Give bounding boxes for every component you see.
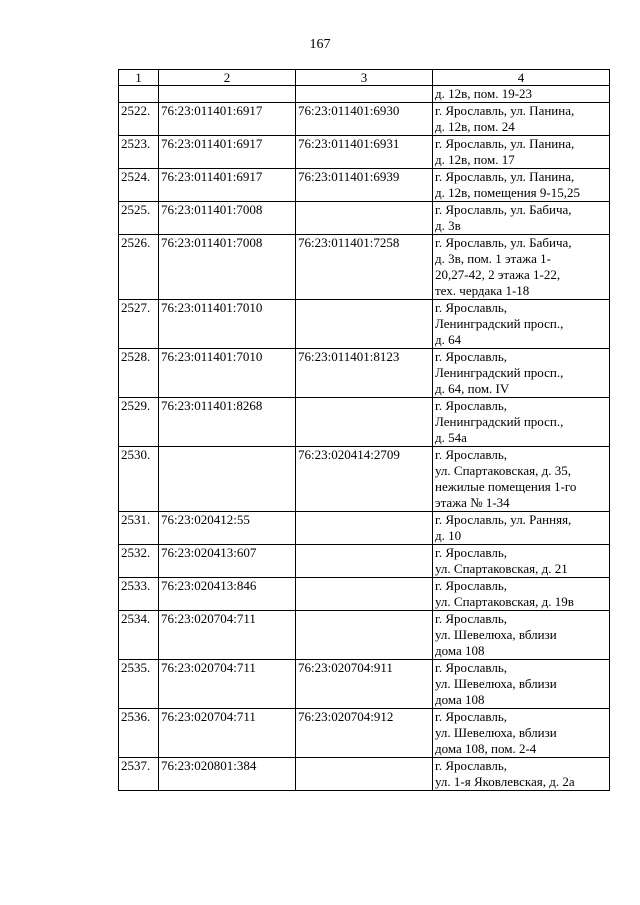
column-header: 3 bbox=[296, 70, 433, 86]
address-cell: г. Ярославль, ул. Шевелюха, вблизи дома 108, пом. 2-4 bbox=[433, 709, 610, 758]
parent-cadastral-number-cell: 76:23:020704:711 bbox=[159, 611, 296, 660]
address-cell: г. Ярославль, ул. Бабича, д. 3в bbox=[433, 202, 610, 235]
row-number-cell: 2524. bbox=[119, 169, 159, 202]
row-number-cell: 2533. bbox=[119, 578, 159, 611]
address-cell: г. Ярославль, Ленинградский просп., д. 64, пом. IV bbox=[433, 349, 610, 398]
parent-cadastral-number-cell: 76:23:020413:846 bbox=[159, 578, 296, 611]
object-cadastral-number-cell bbox=[296, 398, 433, 447]
object-cadastral-number-cell: 76:23:020414:2709 bbox=[296, 447, 433, 512]
parent-cadastral-number-cell: 76:23:011401:8268 bbox=[159, 398, 296, 447]
address-cell: д. 12в, пом. 19-23 bbox=[433, 86, 610, 103]
table-row bbox=[119, 758, 610, 791]
page-number: 167 bbox=[309, 37, 331, 52]
table-row bbox=[119, 103, 610, 136]
registry-table bbox=[118, 69, 610, 791]
table-row bbox=[119, 512, 610, 545]
address-cell: г. Ярославль, Ленинградский просп., д. 64 bbox=[433, 300, 610, 349]
row-number-cell: 2537. bbox=[119, 758, 159, 791]
table-row bbox=[119, 398, 610, 447]
address-cell: г. Ярославль, ул. Ранняя, д. 10 bbox=[433, 512, 610, 545]
object-cadastral-number-cell: 76:23:011401:7258 bbox=[296, 235, 433, 300]
object-cadastral-number-cell bbox=[296, 86, 433, 103]
row-number-cell: 2526. bbox=[119, 235, 159, 300]
object-cadastral-number-cell bbox=[296, 611, 433, 660]
parent-cadastral-number-cell bbox=[159, 447, 296, 512]
table-row bbox=[119, 709, 610, 758]
row-number-cell: 2531. bbox=[119, 512, 159, 545]
address-cell: г. Ярославль, Ленинградский просп., д. 54а bbox=[433, 398, 610, 447]
column-header: 1 bbox=[119, 70, 159, 86]
table-row bbox=[119, 169, 610, 202]
row-number-cell: 2527. bbox=[119, 300, 159, 349]
address-cell: г. Ярославль, ул. Спартаковская, д. 21 bbox=[433, 545, 610, 578]
address-cell: г. Ярославль, ул. Панина, д. 12в, помещения 9-15,25 bbox=[433, 169, 610, 202]
address-cell: г. Ярославль, ул. Шевелюха, вблизи дома 108 bbox=[433, 611, 610, 660]
table-row bbox=[119, 660, 610, 709]
parent-cadastral-number-cell: 76:23:011401:6917 bbox=[159, 169, 296, 202]
column-header: 4 bbox=[433, 70, 610, 86]
row-number-cell: 2536. bbox=[119, 709, 159, 758]
parent-cadastral-number-cell: 76:23:020801:384 bbox=[159, 758, 296, 791]
address-cell: г. Ярославль, ул. Панина, д. 12в, пом. 24 bbox=[433, 103, 610, 136]
parent-cadastral-number-cell: 76:23:020412:55 bbox=[159, 512, 296, 545]
parent-cadastral-number-cell: 76:23:020704:711 bbox=[159, 660, 296, 709]
object-cadastral-number-cell bbox=[296, 202, 433, 235]
parent-cadastral-number-cell: 76:23:020413:607 bbox=[159, 545, 296, 578]
parent-cadastral-number-cell: 76:23:011401:7010 bbox=[159, 349, 296, 398]
row-number-cell: 2530. bbox=[119, 447, 159, 512]
object-cadastral-number-cell: 76:23:011401:8123 bbox=[296, 349, 433, 398]
table-row bbox=[119, 86, 610, 103]
row-number-cell: 2523. bbox=[119, 136, 159, 169]
parent-cadastral-number-cell: 76:23:011401:6917 bbox=[159, 136, 296, 169]
parent-cadastral-number-cell: 76:23:011401:7008 bbox=[159, 202, 296, 235]
table-row bbox=[119, 447, 610, 512]
parent-cadastral-number-cell: 76:23:011401:7008 bbox=[159, 235, 296, 300]
object-cadastral-number-cell bbox=[296, 512, 433, 545]
parent-cadastral-number-cell: 76:23:011401:7010 bbox=[159, 300, 296, 349]
object-cadastral-number-cell bbox=[296, 300, 433, 349]
parent-cadastral-number-cell: 76:23:020704:711 bbox=[159, 709, 296, 758]
row-number-cell: 2525. bbox=[119, 202, 159, 235]
row-number-cell bbox=[119, 86, 159, 103]
table-row bbox=[119, 136, 610, 169]
row-number-cell: 2535. bbox=[119, 660, 159, 709]
row-number-cell: 2529. bbox=[119, 398, 159, 447]
object-cadastral-number-cell: 76:23:011401:6930 bbox=[296, 103, 433, 136]
address-cell: г. Ярославль, ул. Шевелюха, вблизи дома 108 bbox=[433, 660, 610, 709]
address-cell: г. Ярославль, ул. Спартаковская, д. 19в bbox=[433, 578, 610, 611]
object-cadastral-number-cell: 76:23:011401:6931 bbox=[296, 136, 433, 169]
address-cell: г. Ярославль, ул. Панина, д. 12в, пом. 17 bbox=[433, 136, 610, 169]
address-cell: г. Ярославль, ул. 1-я Яковлевская, д. 2а bbox=[433, 758, 610, 791]
parent-cadastral-number-cell: 76:23:011401:6917 bbox=[159, 103, 296, 136]
row-number-cell: 2532. bbox=[119, 545, 159, 578]
object-cadastral-number-cell bbox=[296, 578, 433, 611]
table-header-row bbox=[119, 70, 610, 86]
table-row bbox=[119, 349, 610, 398]
table-row bbox=[119, 235, 610, 300]
row-number-cell: 2534. bbox=[119, 611, 159, 660]
table-row bbox=[119, 202, 610, 235]
object-cadastral-number-cell: 76:23:011401:6939 bbox=[296, 169, 433, 202]
table-row bbox=[119, 300, 610, 349]
table-row bbox=[119, 611, 610, 660]
parent-cadastral-number-cell bbox=[159, 86, 296, 103]
table-row bbox=[119, 545, 610, 578]
address-cell: г. Ярославль, ул. Спартаковская, д. 35, нежилые помещения 1-го этажа № 1-34 bbox=[433, 447, 610, 512]
object-cadastral-number-cell bbox=[296, 758, 433, 791]
object-cadastral-number-cell: 76:23:020704:911 bbox=[296, 660, 433, 709]
row-number-cell: 2528. bbox=[119, 349, 159, 398]
row-number-cell: 2522. bbox=[119, 103, 159, 136]
column-header: 2 bbox=[159, 70, 296, 86]
object-cadastral-number-cell: 76:23:020704:912 bbox=[296, 709, 433, 758]
address-cell: г. Ярославль, ул. Бабича, д. 3в, пом. 1 этажа 1- 20,27-42, 2 этажа 1-22, тех. чердака 1-18 bbox=[433, 235, 610, 300]
object-cadastral-number-cell bbox=[296, 545, 433, 578]
table-row bbox=[119, 578, 610, 611]
